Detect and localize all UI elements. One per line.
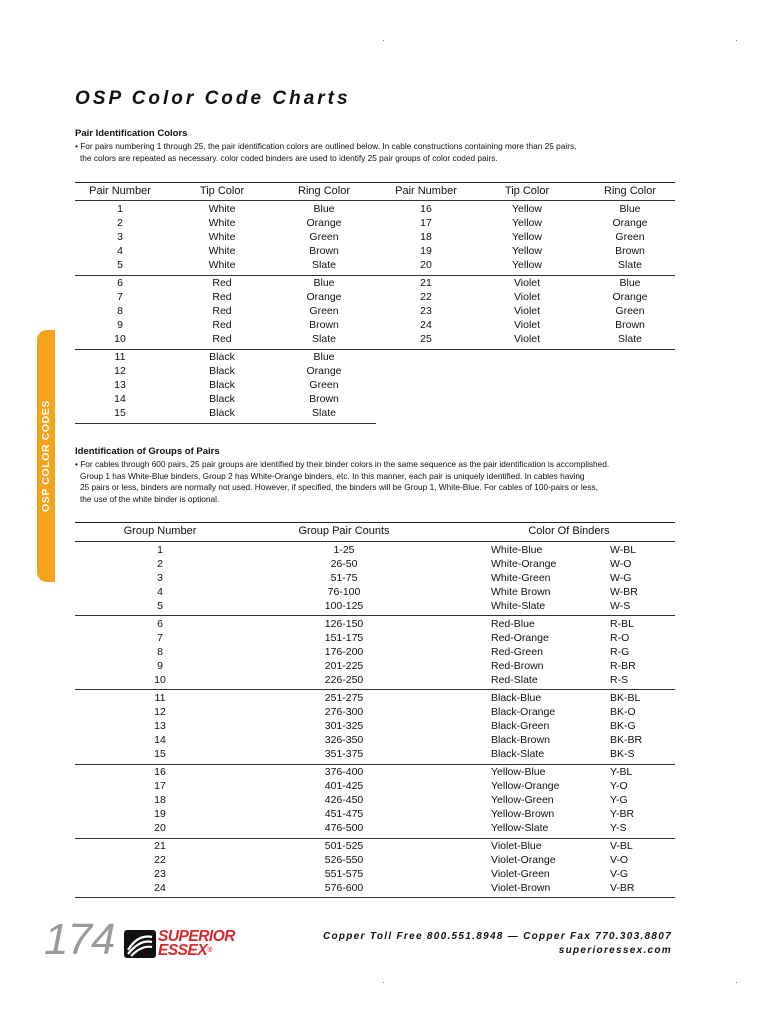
table-cell: 9 xyxy=(117,319,123,331)
table-cell: White Brown xyxy=(491,586,551,598)
table-cell: Red-Brown xyxy=(491,660,544,672)
table-cell: 8 xyxy=(157,646,163,658)
table-cell: 15 xyxy=(154,748,166,760)
column-header: Ring Color xyxy=(604,185,656,197)
table-cell: Y-BR xyxy=(610,808,635,820)
table-cell: Red xyxy=(212,333,232,345)
table-cell: W-G xyxy=(610,572,632,584)
column-header: Tip Color xyxy=(504,185,550,197)
table-cell: Orange xyxy=(306,217,342,229)
table-cell: BK-BR xyxy=(610,734,643,746)
table-cell: 7 xyxy=(157,632,163,644)
table-cell: Violet xyxy=(513,277,541,289)
table-cell: 17 xyxy=(154,780,166,792)
table-cell: W-BR xyxy=(610,586,638,598)
table-cell: White-Blue xyxy=(491,544,543,556)
table-rule xyxy=(75,764,675,765)
table-cell: 1 xyxy=(117,203,123,215)
table-cell: Violet-Brown xyxy=(491,882,551,894)
table-cell: White-Orange xyxy=(491,558,557,570)
paragraph-line: • For pairs numbering 1 through 25, the pair identification colors are outlined below. In cable constructions containing more than 25 pairs, xyxy=(75,141,577,151)
page-number: 174 xyxy=(44,915,115,964)
table-cell: 9 xyxy=(157,660,163,672)
table-rule xyxy=(75,182,675,183)
table-cell: Brown xyxy=(309,245,339,257)
table-cell: White-Slate xyxy=(491,600,546,612)
crop-mark: · xyxy=(382,978,385,987)
table-cell: 19 xyxy=(420,245,432,257)
registered-mark: ® xyxy=(207,947,212,954)
table-cell: Brown xyxy=(309,393,339,405)
table-cell: W-O xyxy=(610,558,632,570)
logo-swoosh-icon xyxy=(124,930,156,958)
table-cell: 376-400 xyxy=(324,766,364,778)
table-cell: 100-125 xyxy=(324,600,364,612)
table-cell: Red xyxy=(212,291,232,303)
table-cell: White xyxy=(208,203,236,215)
table-cell: Yellow xyxy=(512,231,542,243)
table-cell: Black-Green xyxy=(491,720,550,732)
table-cell: 301-325 xyxy=(324,720,364,732)
table-cell: White xyxy=(208,245,236,257)
table-cell: 526-550 xyxy=(324,854,364,866)
table-cell: 1 xyxy=(157,544,163,556)
table-cell: 5 xyxy=(117,259,123,271)
table-cell: 16 xyxy=(154,766,166,778)
table-cell: 21 xyxy=(154,840,166,852)
table-cell: 20 xyxy=(154,822,166,834)
logo-text-line2-word: ESSEX xyxy=(158,942,208,959)
table-cell: Y-BL xyxy=(610,766,633,778)
table-cell: Orange xyxy=(612,291,648,303)
table-rule xyxy=(75,349,675,350)
table-cell: R-O xyxy=(610,632,630,644)
table-cell: White xyxy=(208,259,236,271)
table-cell: W-BL xyxy=(610,544,637,556)
table-cell: 19 xyxy=(154,808,166,820)
table-cell: 12 xyxy=(114,365,126,377)
table-cell: Yellow-Brown xyxy=(491,808,555,820)
table-cell: 2 xyxy=(117,217,123,229)
table-cell: Black xyxy=(209,365,235,377)
table-cell: 16 xyxy=(420,203,432,215)
table-cell: Violet-Orange xyxy=(491,854,556,866)
table-cell: 14 xyxy=(114,393,126,405)
table-cell: Slate xyxy=(312,259,336,271)
table-cell: 10 xyxy=(154,674,166,686)
table-cell: Brown xyxy=(309,319,339,331)
table-rule xyxy=(75,689,675,690)
section-text-pair-colors xyxy=(75,141,685,164)
table-cell: Yellow-Green xyxy=(491,794,554,806)
column-header: Pair Number xyxy=(89,185,151,197)
table-cell: Brown xyxy=(615,245,645,257)
table-rule xyxy=(75,200,675,201)
crop-mark: · xyxy=(382,36,385,45)
table-cell: BK-BL xyxy=(610,692,641,704)
table-cell: 21 xyxy=(420,277,432,289)
column-header: Ring Color xyxy=(298,185,350,197)
column-header: Pair Number xyxy=(395,185,457,197)
table-cell: White-Green xyxy=(491,572,551,584)
table-cell: Y-O xyxy=(610,780,628,792)
table-cell: 6 xyxy=(157,618,163,630)
table-cell: Black-Orange xyxy=(491,706,556,718)
table-rule xyxy=(75,615,675,616)
table-cell: 3 xyxy=(117,231,123,243)
table-cell: 24 xyxy=(154,882,166,894)
table-cell: 251-275 xyxy=(324,692,364,704)
table-cell: 351-375 xyxy=(324,748,364,760)
table-cell: Red-Orange xyxy=(491,632,549,644)
table-cell: Brown xyxy=(615,319,645,331)
table-cell: Orange xyxy=(306,365,342,377)
table-cell: Black xyxy=(209,351,235,363)
column-header: Group Pair Counts xyxy=(298,525,390,537)
table-cell: Violet-Green xyxy=(491,868,550,880)
table-cell: 3 xyxy=(157,572,163,584)
table-cell: 451-475 xyxy=(324,808,364,820)
table-cell: 12 xyxy=(154,706,166,718)
table-cell: V-BR xyxy=(610,882,635,894)
table-cell: 23 xyxy=(420,305,432,317)
table-cell: V-O xyxy=(610,854,629,866)
crop-mark: · xyxy=(735,36,738,45)
table-cell: Blue xyxy=(313,277,335,289)
table-cell: Yellow-Slate xyxy=(491,822,549,834)
table-cell: 14 xyxy=(154,734,166,746)
table-cell: Green xyxy=(309,305,339,317)
paragraph-line: 25 pairs or less, binders are normally not used. However, if specified, the binders will be Group 1, White-Blue. For cables of 100-pairs or less, xyxy=(80,482,598,493)
table-cell: White xyxy=(208,231,236,243)
table-cell: Orange xyxy=(612,217,648,229)
table-cell: Yellow-Orange xyxy=(491,780,560,792)
table-cell: Orange xyxy=(306,291,342,303)
logo-text-line1: SUPERIOR xyxy=(158,928,235,945)
table-cell: Blue xyxy=(313,203,335,215)
table-cell: Slate xyxy=(618,259,642,271)
table-cell: Violet xyxy=(513,319,541,331)
paragraph-line: Group 1 has White-Blue binders, Group 2 has White-Orange binders, etc. In this manner, each pair is uniquely identified. In cables having xyxy=(80,470,585,481)
table-cell: Red-Blue xyxy=(491,618,535,630)
table-cell: Black xyxy=(209,393,235,405)
table-cell: 23 xyxy=(154,868,166,880)
table-cell: 7 xyxy=(117,291,123,303)
table-cell: Violet-Blue xyxy=(491,840,542,852)
table-cell: Black-Brown xyxy=(491,734,550,746)
table-cell: Black-Slate xyxy=(491,748,545,760)
table-cell: 76-100 xyxy=(327,586,361,598)
table-cell: Violet xyxy=(513,305,541,317)
table-cell: R-G xyxy=(610,646,630,658)
table-cell: Green xyxy=(309,231,339,243)
table-cell: 18 xyxy=(420,231,432,243)
superior-essex-logo xyxy=(124,928,270,960)
table-cell: 401-425 xyxy=(324,780,364,792)
column-header: Color Of Binders xyxy=(528,525,610,537)
table-cell: BK-S xyxy=(610,748,635,760)
table-cell: 15 xyxy=(114,407,126,419)
table-cell: Yellow-Blue xyxy=(491,766,546,778)
table-cell: Red-Green xyxy=(491,646,543,658)
table-cell: 126-150 xyxy=(324,618,364,630)
table-cell: 8 xyxy=(117,305,123,317)
section-text-groups xyxy=(75,459,685,505)
column-header: Group Number xyxy=(123,525,197,537)
table-cell: 426-450 xyxy=(324,794,364,806)
table-cell: 17 xyxy=(420,217,432,229)
page-title: OSP Color Code Charts xyxy=(75,88,351,109)
table-cell: 10 xyxy=(114,333,126,345)
table-cell: 151-175 xyxy=(324,632,364,644)
table-cell: 13 xyxy=(154,720,166,732)
table-cell: Red xyxy=(212,319,232,331)
table-cell: Blue xyxy=(619,203,641,215)
table-cell: 1-25 xyxy=(333,544,355,556)
table-rule xyxy=(75,275,675,276)
table-cell: Yellow xyxy=(512,217,542,229)
contact-phone-fax: Copper Toll Free 800.551.8948 — Copper Fax 770.303.8807 xyxy=(322,931,672,942)
table-rule xyxy=(75,522,675,523)
column-header: Tip Color xyxy=(199,185,245,197)
table-cell: R-S xyxy=(610,674,629,686)
table-cell: White xyxy=(208,217,236,229)
table-cell: V-BL xyxy=(610,840,633,852)
table-cell: Red-Slate xyxy=(491,674,538,686)
table-cell: 501-525 xyxy=(324,840,364,852)
table-cell: Slate xyxy=(312,407,336,419)
table-cell: BK-O xyxy=(610,706,636,718)
table-cell: 226-250 xyxy=(324,674,364,686)
table-cell: 26-50 xyxy=(330,558,358,570)
table-cell: Green xyxy=(615,231,645,243)
table-cell: 20 xyxy=(420,259,432,271)
side-tab xyxy=(37,330,55,582)
table-cell: Red xyxy=(212,277,232,289)
table-cell: 176-200 xyxy=(324,646,364,658)
table-cell: 24 xyxy=(420,319,432,331)
table-cell: 11 xyxy=(154,692,166,704)
table-cell: Red xyxy=(212,305,232,317)
table-cell: 476-500 xyxy=(324,822,364,834)
table-cell: BK-G xyxy=(610,720,636,732)
logo-text-line2 xyxy=(158,943,212,958)
paragraph-line: the colors are repeated as necessary. color coded binders are used to identify 25 pair groups of color coded pairs. xyxy=(80,152,498,163)
table-cell: 2 xyxy=(157,558,163,570)
table-cell: 276-300 xyxy=(324,706,364,718)
side-tab-label: OSP COLOR CODES xyxy=(40,399,52,513)
table-cell: R-BL xyxy=(610,618,634,630)
table-cell: Yellow xyxy=(512,259,542,271)
website-link[interactable]: superioressex.com xyxy=(558,945,672,956)
table-cell: 13 xyxy=(114,379,126,391)
table-cell: V-G xyxy=(610,868,629,880)
table-cell: Green xyxy=(309,379,339,391)
table-cell: Yellow xyxy=(512,203,542,215)
table-cell: Blue xyxy=(619,277,641,289)
table-cell: Black-Blue xyxy=(491,692,542,704)
table-cell: Y-S xyxy=(610,822,627,834)
table-cell: 4 xyxy=(117,245,123,257)
table-cell: Violet xyxy=(513,333,541,345)
section-heading-groups: Identification of Groups of Pairs xyxy=(75,446,220,457)
section-heading-pair-colors: Pair Identification Colors xyxy=(75,128,188,139)
table-cell: 22 xyxy=(420,291,432,303)
table-rule xyxy=(75,897,675,898)
table-cell: Blue xyxy=(313,351,335,363)
table-cell: W-S xyxy=(610,600,631,612)
table-cell: 18 xyxy=(154,794,166,806)
table-rule xyxy=(75,423,376,424)
table-cell: Slate xyxy=(312,333,336,345)
table-cell: 4 xyxy=(157,586,163,598)
table-cell: R-BR xyxy=(610,660,636,672)
table-cell: 551-575 xyxy=(324,868,364,880)
table-cell: Yellow xyxy=(512,245,542,257)
table-cell: 11 xyxy=(114,351,126,363)
table-cell: 25 xyxy=(420,333,432,345)
table-cell: 326-350 xyxy=(324,734,364,746)
table-cell: 201-225 xyxy=(324,660,364,672)
table-cell: 6 xyxy=(117,277,123,289)
table-cell: Green xyxy=(615,305,645,317)
table-cell: 5 xyxy=(157,600,163,612)
paragraph-line: the use of the white binder is optional. xyxy=(80,493,220,504)
table-rule xyxy=(75,541,675,542)
table-cell: Violet xyxy=(513,291,541,303)
contact-info xyxy=(323,930,672,958)
table-cell: Slate xyxy=(618,333,642,345)
paragraph-line: • For cables through 600 pairs, 25 pair groups are identified by their binder colors in the same sequence as the pair identification is accomplished. xyxy=(75,459,610,469)
table-cell: 22 xyxy=(154,854,166,866)
table-rule xyxy=(75,838,675,839)
table-cell: Y-G xyxy=(610,794,628,806)
table-cell: Black xyxy=(209,407,235,419)
table-cell: 51-75 xyxy=(330,572,358,584)
crop-mark: · xyxy=(735,978,738,987)
table-cell: 576-600 xyxy=(324,882,364,894)
table-cell: Black xyxy=(209,379,235,391)
